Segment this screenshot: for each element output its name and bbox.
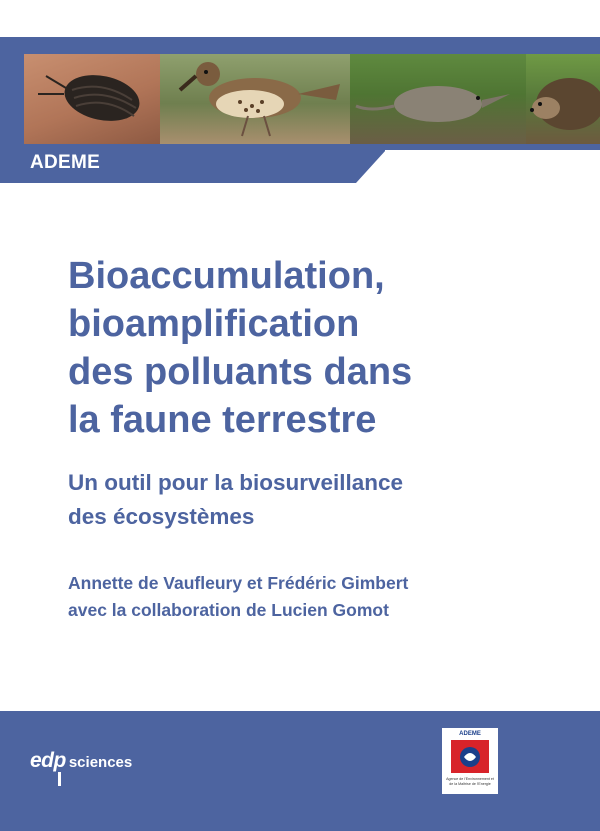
book-authors xyxy=(68,570,568,624)
animal-photo-strip xyxy=(24,54,600,144)
thrush-photo xyxy=(160,54,350,144)
ademe-logo-icon xyxy=(451,740,489,773)
woodlouse-photo xyxy=(24,54,160,144)
subtitle-line: des écosystèmes xyxy=(68,504,255,529)
ademe-logo-label: ADEME xyxy=(459,731,481,737)
title-line: Bioaccumulation, xyxy=(68,255,385,297)
title-line: des polluants dans xyxy=(68,351,413,393)
hedgehog-photo xyxy=(526,54,600,144)
edp-logo-word: edp xyxy=(30,749,66,772)
band-notch xyxy=(356,150,386,183)
edp-logo-stem xyxy=(58,772,61,786)
title-line: la faune terrestre xyxy=(68,399,377,441)
book-subtitle xyxy=(68,466,568,534)
author-line: Annette de Vaufleury et Frédéric Gimbert xyxy=(68,573,409,593)
band-notch-fill xyxy=(385,150,600,183)
edp-sciences-logo xyxy=(30,749,132,773)
shrew-photo xyxy=(350,54,526,144)
subtitle-line: Un outil pour la biosurveillance xyxy=(68,470,404,495)
title-line: bioamplification xyxy=(68,303,360,345)
author-line: avec la collaboration de Lucien Gomot xyxy=(68,600,389,620)
book-title xyxy=(68,252,568,444)
series-label: ADEME xyxy=(30,152,101,173)
ademe-logo-caption: Agence de l'Environnement et de la Maîtrise de l'Energie xyxy=(446,777,494,786)
sciences-logo-word: sciences xyxy=(68,754,133,771)
ademe-logo-box xyxy=(442,728,498,794)
